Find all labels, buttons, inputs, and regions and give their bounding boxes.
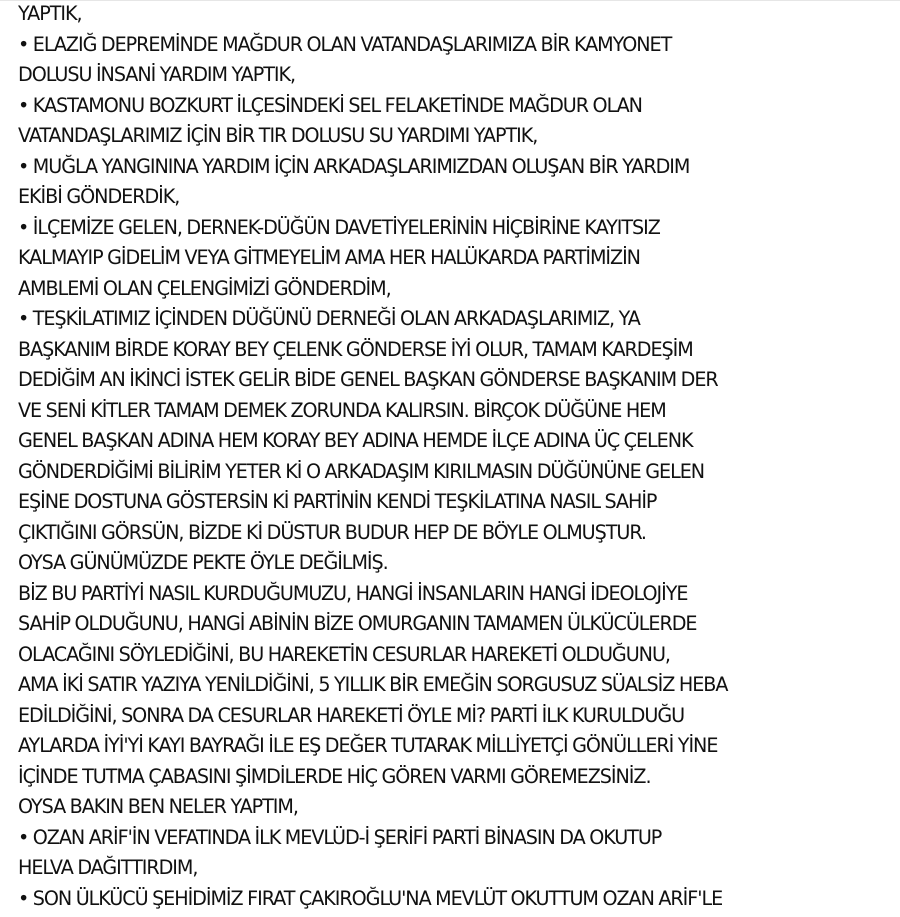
document-text-body xyxy=(18,0,898,914)
text-line: • SON ÜLKÜCÜ ŞEHİDİMİZ FIRAT ÇAKIROĞLU'NA MEVLÜT OKUTTUM OZAN ARİF'LE xyxy=(18,886,723,910)
text-line: HELVA DAĞITTIRDIM, xyxy=(18,856,198,879)
text-line: • KASTAMONU BOZKURT İLÇESİNDEKİ SEL FELAKETİNDE MAĞDUR OLAN xyxy=(18,93,642,117)
text-line: OLACAĞINI SÖYLEDİĞİNİ, BU HAREKETİN CESURLAR HAREKETİ OLDUĞUNU, xyxy=(18,642,670,666)
text-line: GENEL BAŞKAN ADINA HEM KORAY BEY ADINA HEMDE İLÇE ADINA ÜÇ ÇELENK xyxy=(18,429,693,452)
text-line: VE SENİ KİTLER TAMAM DEMEK ZORUNDA KALIRSIN. BİRÇOK DÜĞÜNE HEM xyxy=(18,398,666,422)
text-line: EKİBİ GÖNDERDİK, xyxy=(18,185,180,208)
text-line: EŞİNE DOSTUNA GÖSTERSİN Kİ PARTİNİN KENDİ TEŞKİLATINA NASIL SAHİP xyxy=(18,490,657,513)
text-line: AMA İKİ SATIR YAZIYA YENİLDİĞİNİ, 5 YILLIK BİR EMEĞİN SORGUSUZ SÜALSİZ HEBA xyxy=(18,673,728,696)
text-line: İÇİNDE TUTMA ÇABASINI ŞİMDİLERDE HİÇ GÖREN VARMI GÖREMEZSİNİZ. xyxy=(18,764,651,788)
text-line: ÇIKTIĞINI GÖRSÜN, BİZDE Kİ DÜSTUR BUDUR HEP DE BÖYLE OLMUŞTUR. xyxy=(18,520,646,544)
text-line: OYSA GÜNÜMÜZDE PEKTE ÖYLE DEĞİLMİŞ. xyxy=(18,551,388,574)
text-line: • MUĞLA YANGININA YARDIM İÇİN ARKADAŞLARIMIZDAN OLUŞAN BİR YARDIM xyxy=(18,154,690,178)
text-line: DEDİĞİM AN İKİNCİ İSTEK GELİR BİDE GENEL BAŞKAN GÖNDERSE BAŞKANIM DER xyxy=(18,368,718,391)
text-line: BAŞKANIM BİRDE KORAY BEY ÇELENK GÖNDERSE İYİ OLUR, TAMAM KARDEŞİM xyxy=(18,337,693,361)
text-line: • TEŞKİLATIMIZ İÇİNDEN DÜĞÜNÜ DERNEĞİ OLAN ARKADAŞLARIMIZ, YA xyxy=(18,307,640,330)
text-line: SAHİP OLDUĞUNU, HANGİ ABİNİN BİZE OMURGANIN TAMAMEN ÜLKÜCÜLERDE xyxy=(18,612,697,635)
text-line: AYLARDA İYİ'Yİ KAYI BAYRAĞI İLE EŞ DEĞER TUTARAK MİLLİYETÇİ GÖNÜLLERİ YİNE xyxy=(18,734,718,757)
text-line: OYSA BAKIN BEN NELER YAPTIM, xyxy=(18,795,298,818)
text-line: DOLUSU İNSANİ YARDIM YAPTIK, xyxy=(18,63,296,86)
text-line: GÖNDERDİĞİMİ BİLİRİM YETER Kİ O ARKADAŞIM KIRILMASIN DÜĞÜNÜNE GELEN xyxy=(18,459,705,483)
text-line: YAPTIK, xyxy=(18,2,82,25)
text-line: AMBLEMİ OLAN ÇELENGİMİZİ GÖNDERDİM, xyxy=(18,276,391,300)
text-line: • OZAN ARİF'İN VEFATINDA İLK MEVLÜD-İ ŞERİFİ PARTİ BİNASIN DA OKUTUP xyxy=(18,825,662,849)
text-line: KALMAYIP GİDELİM VEYA GİTMEYELİM AMA HER HALÜKARDA PARTİMİZİN xyxy=(18,246,640,269)
text-line: EDİLDİĞİNİ, SONRA DA CESURLAR HAREKETİ ÖYLE Mİ? PARTİ İLK KURULDUĞU xyxy=(18,703,685,727)
text-line: • ELAZIĞ DEPREMİNDE MAĞDUR OLAN VATANDAŞLARIMIZA BİR KAMYONET xyxy=(18,32,672,56)
text-line: • İLÇEMİZE GELEN, DERNEK-DÜĞÜN DAVETİYELERİNİN HİÇBİRİNE KAYITSIZ xyxy=(18,215,660,239)
text-line: VATANDAŞLARIMIZ İÇİN BİR TIR DOLUSU SU YARDIMI YAPTIK, xyxy=(18,124,538,147)
text-line: BİZ BU PARTİYİ NASIL KURDUĞUMUZU, HANGİ İNSANLARIN HANGİ İDEOLOJİYE xyxy=(18,581,688,605)
